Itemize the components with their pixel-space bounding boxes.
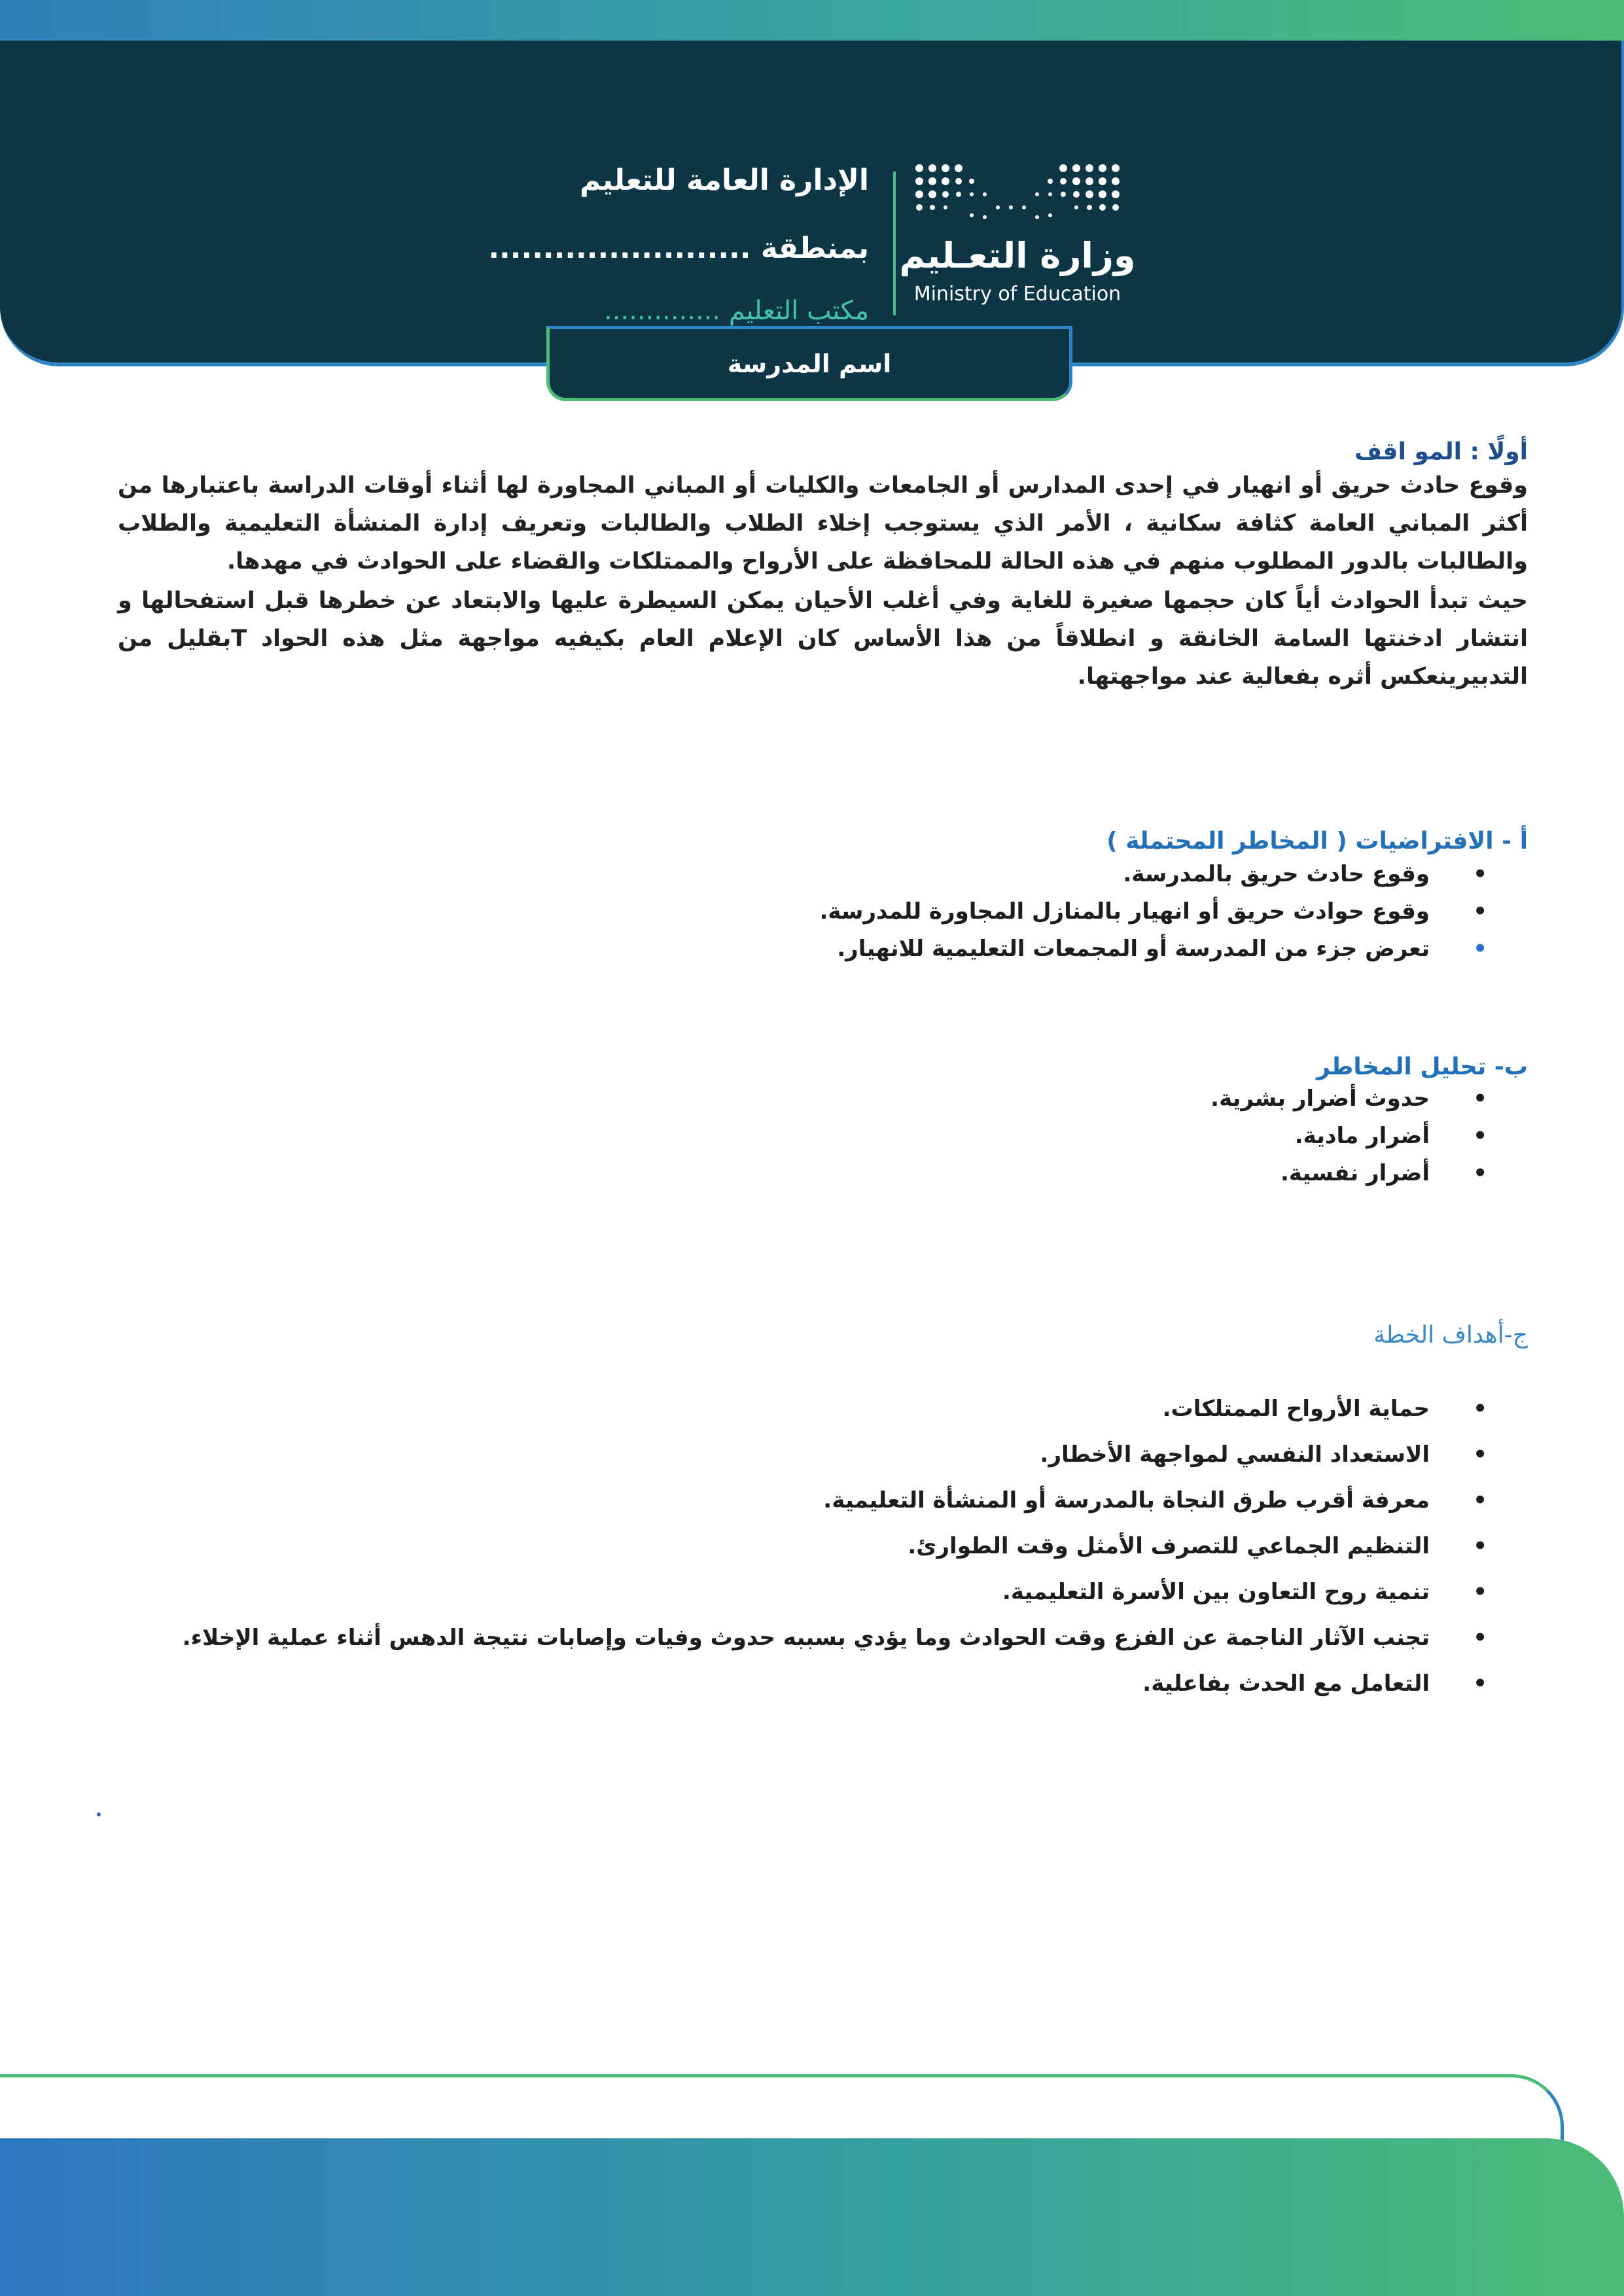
top-gradient-strip: [0, 0, 1624, 41]
bullet-icon: •: [1473, 1670, 1487, 1697]
risk-analysis-list: [118, 1086, 1528, 1197]
logo-dot-pattern: [915, 164, 1120, 219]
bullet-icon: •: [1473, 861, 1487, 887]
logo-arabic-text: وزارة التعـليم: [899, 235, 1136, 276]
assumptions-title: أ - الافتراضيات ( المخاطر المحتملة ): [1106, 828, 1528, 855]
bullet-icon: •: [1473, 1579, 1487, 1605]
assumptions-list: [118, 861, 1528, 973]
list-item: • التنظيم الجماعي للتصرف الأمثل وقت الطوارئ.: [908, 1533, 1487, 1559]
intro-paragraph-1: وقوع حادث حريق أو انهيار في إحدى المدارس أو الجامعات والكليات أو المباني المجاورة لها أثناء أوقات الدراسة باعتبارها من أكثر المباني العامة كثافة سكانية ، الأمر الذي يستوجب إخلاء الطلاب والطالبات وتعريف إدارة المنشأة التعليمية والطلاب والطالبات بالدور المطلوب منهم في هذه الحالة للمحافظة على الأرواح والممتلكات والقضاء على الحوادث في مهدها.: [118, 472, 1528, 574]
bullet-icon: •: [1473, 1533, 1487, 1559]
list-item: • حدوث أضرار بشرية.: [1210, 1086, 1487, 1112]
list-item: • تجنب الآثار الناجمة عن الفزع وقت الحوادث وما يؤدي بسببه حدوث وفيات وإصابات نتيجة الدهس أثناء عملية الإخلاء.: [182, 1625, 1487, 1651]
bullet-icon: •: [1473, 936, 1487, 962]
bullet-icon: •: [1473, 1625, 1487, 1651]
ministry-logo: [899, 155, 1136, 312]
bullet-icon: •: [1473, 1160, 1487, 1186]
list-item: • تعرض جزء من المدرسة أو المجمعات التعليمية للانهيار.: [837, 936, 1487, 962]
list-item: • تنمية روح التعاون بين الأسرة التعليمية.: [1002, 1579, 1487, 1605]
list-item: • أضرار مادية.: [1294, 1123, 1487, 1149]
list-item: • أضرار نفسية.: [1280, 1160, 1487, 1186]
list-item: • وقوع حادث حريق بالمدرسة.: [1123, 861, 1487, 887]
plan-goals-section: [118, 1322, 1528, 1716]
bullet-icon: •: [1473, 1441, 1487, 1468]
footer-gradient-band: [0, 2138, 1624, 2296]
section-heading-situations: أولًا : المو اقف: [1354, 438, 1528, 465]
list-item: • وقوع حوادث حريق أو انهيار بالمنازل المجاورة للمدرسة.: [819, 898, 1487, 925]
plan-goals-list: [118, 1396, 1528, 1716]
list-item: • الاستعداد النفسي لمواجهة الأخطار.: [1040, 1441, 1487, 1468]
school-name: اسم المدرسة: [727, 349, 892, 378]
logo-english-text: Ministry of Education: [913, 283, 1121, 306]
admin-title: الإدارة العامة للتعليم: [579, 164, 869, 197]
school-name-tab: [546, 326, 1072, 401]
header-panel: [0, 41, 1624, 366]
list-item: • حماية الأرواح الممتلكات.: [1162, 1396, 1487, 1422]
office-line: مكتب التعليم ..............: [604, 296, 869, 326]
risk-analysis-title: ب- تحليل المخاطر: [1316, 1053, 1528, 1080]
bullet-icon: •: [1473, 1123, 1487, 1149]
bullet-icon: •: [1473, 898, 1487, 925]
region-line: بمنطقة ........................: [488, 232, 869, 265]
footer-divider-line: [0, 2074, 1564, 2146]
plan-goals-title: ج-أهداف الخطة: [1373, 1322, 1528, 1349]
assumptions-section: [118, 828, 1528, 973]
list-item: • التعامل مع الحدث بفاعلية.: [1142, 1670, 1487, 1697]
intro-section: [118, 438, 1528, 696]
bullet-icon: •: [1473, 1086, 1487, 1112]
stray-dot: [97, 1812, 101, 1816]
bullet-icon: •: [1473, 1487, 1487, 1513]
intro-paragraph-2: حيث تبدأ الحوادث أياً كان حجمها صغيرة للغاية وفي أغلب الأحيان يمكن السيطرة عليها والابتعاد عن خطرها قبل استفحالها و انتشار ادخنتها السامة الخانقة و انطلاقاً من هذا الأساس كان الإعلام العام بكيفيه مواجهة مثل هذه الحواد Tبقليل من التدبيرينعكس أثره بفعالية عند مواجهتها.: [118, 588, 1528, 690]
bullet-icon: •: [1473, 1396, 1487, 1422]
logo-divider: [893, 171, 896, 315]
list-item: • معرفة أقرب طرق النجاة بالمدرسة أو المنشأة التعليمية.: [823, 1487, 1487, 1513]
risk-analysis-section: [118, 1053, 1528, 1197]
